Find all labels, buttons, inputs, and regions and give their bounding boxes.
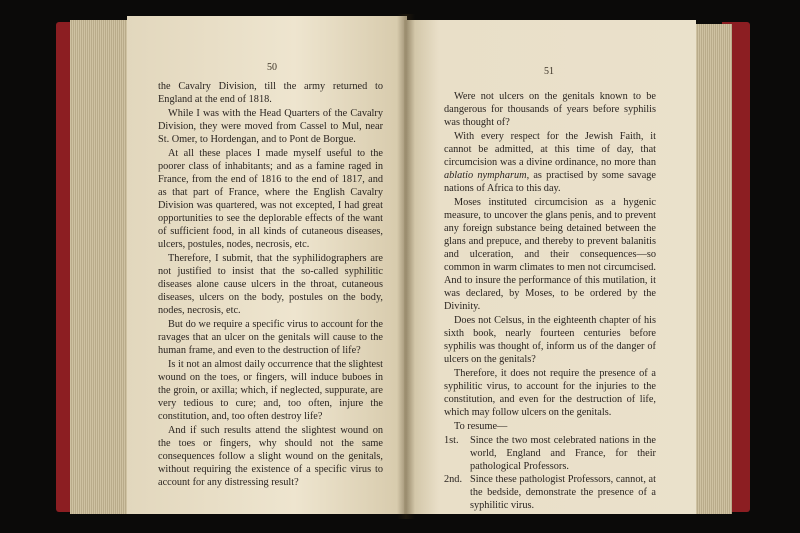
page-number: 51	[544, 66, 554, 77]
paragraph: Is it not an almost daily occurrence that the slightest wound on the toes, or fingers, will induce buboes in the groin, or axilla; which, if neglected, suppurate, are very tedious to cure; and, too often, injure the constitution, and, too often destroy life?	[158, 359, 383, 422]
paragraph: At all these places I made myself useful to the poorer class of inhabitants; and as a famine raged in France, from the end of 1816 to the end of 1817, and as that part of France, where the English Cavalry Division was quartered, was not excepted, I had great opportunities to see the deplorable effects of the want of sufficient food, in all kinds of cutaneous diseases, ulcers, postules, nodes, necrosis, etc.	[158, 148, 383, 250]
open-book	[52, 14, 752, 519]
list-item	[444, 434, 656, 473]
list-item	[444, 473, 656, 512]
paragraph: Were not ulcers on the genitals known to be dangerous for thousands of years before syphilis was thought of?	[444, 91, 656, 128]
book-gutter	[397, 14, 415, 519]
list-item-text: Since the two most celebrated nations in the world, England and France, for their pathological Professors.	[470, 435, 656, 472]
paragraph: But do we require a specific virus to account for the ravages that an ulcer on the genitals will cause to the human frame, and even to the destruction of life?	[158, 319, 383, 356]
paragraph: With every respect for the Jewish Faith, it cannot be admitted, at this time of day, that circumcision was a divine ordinance, no more than ablatio nympharum, as practised by some savage nations of Africa to this day.	[444, 131, 656, 194]
left-page-text	[158, 80, 383, 490]
paragraph: Therefore, I submit, that the syphilidographers are not justified to insist that the so-called syphilitic diseases alone cause ulcers in the throat, cutaneous diseases, ulcers on the body, postules on the body, nodes, necrosis, etc.	[158, 253, 383, 316]
paragraph: While I was with the Head Quarters of the Cavalry Division, they were moved from Cassel to Mul, near St. Omer, to Hordengan, and to Pont de Borgue.	[158, 108, 383, 145]
page-number: 50	[267, 62, 277, 73]
italic-phrase: ablatio nympharum,	[444, 170, 530, 181]
list-item-label: 2nd.	[444, 474, 463, 485]
list-item-label: 1st.	[444, 435, 459, 446]
paragraph: And if such results attend the slightest wound on the toes or fingers, why should not the same consequences follow a slight wound on the genitals, without requiring the existence of a specific virus to account for any distressing result?	[158, 425, 383, 488]
left-page	[127, 16, 407, 514]
paragraph: Does not Celsus, in the eighteenth chapter of his sixth book, nearly fourteen centuries before syphilis was thought of, inform us of the danger of ulcers on the genitals?	[444, 315, 656, 365]
list-item-text: Since these pathologist Professors, cannot, at the bedside, demonstrate the presence of a syphilitic virus.	[470, 474, 656, 511]
right-page-text	[444, 90, 656, 512]
page-edges-right	[692, 24, 732, 514]
right-page	[404, 20, 696, 514]
paragraph: Moses instituted circumcision as a hygenic measure, to uncover the glans penis, and to prevent any foreign substance being detained between the glans and prepuce, and thereby to prevent balanitis and ulceration, and their consequences—so common in warm climates to men not circumcised. And to insure the performance of this mutilation, it was declared, by Moses, to be ordered by the Divinity.	[444, 197, 656, 312]
paragraph: the Cavalry Division, till the army returned to England at the end of 1818.	[158, 81, 383, 105]
paragraph: To resume—	[454, 421, 508, 432]
page-edges-left	[70, 20, 128, 514]
paragraph: Therefore, it does not require the presence of a syphilitic virus, to account for the injuries to the constitution, and even for the destruction of life, which may follow ulcers on the genitals.	[444, 368, 656, 418]
